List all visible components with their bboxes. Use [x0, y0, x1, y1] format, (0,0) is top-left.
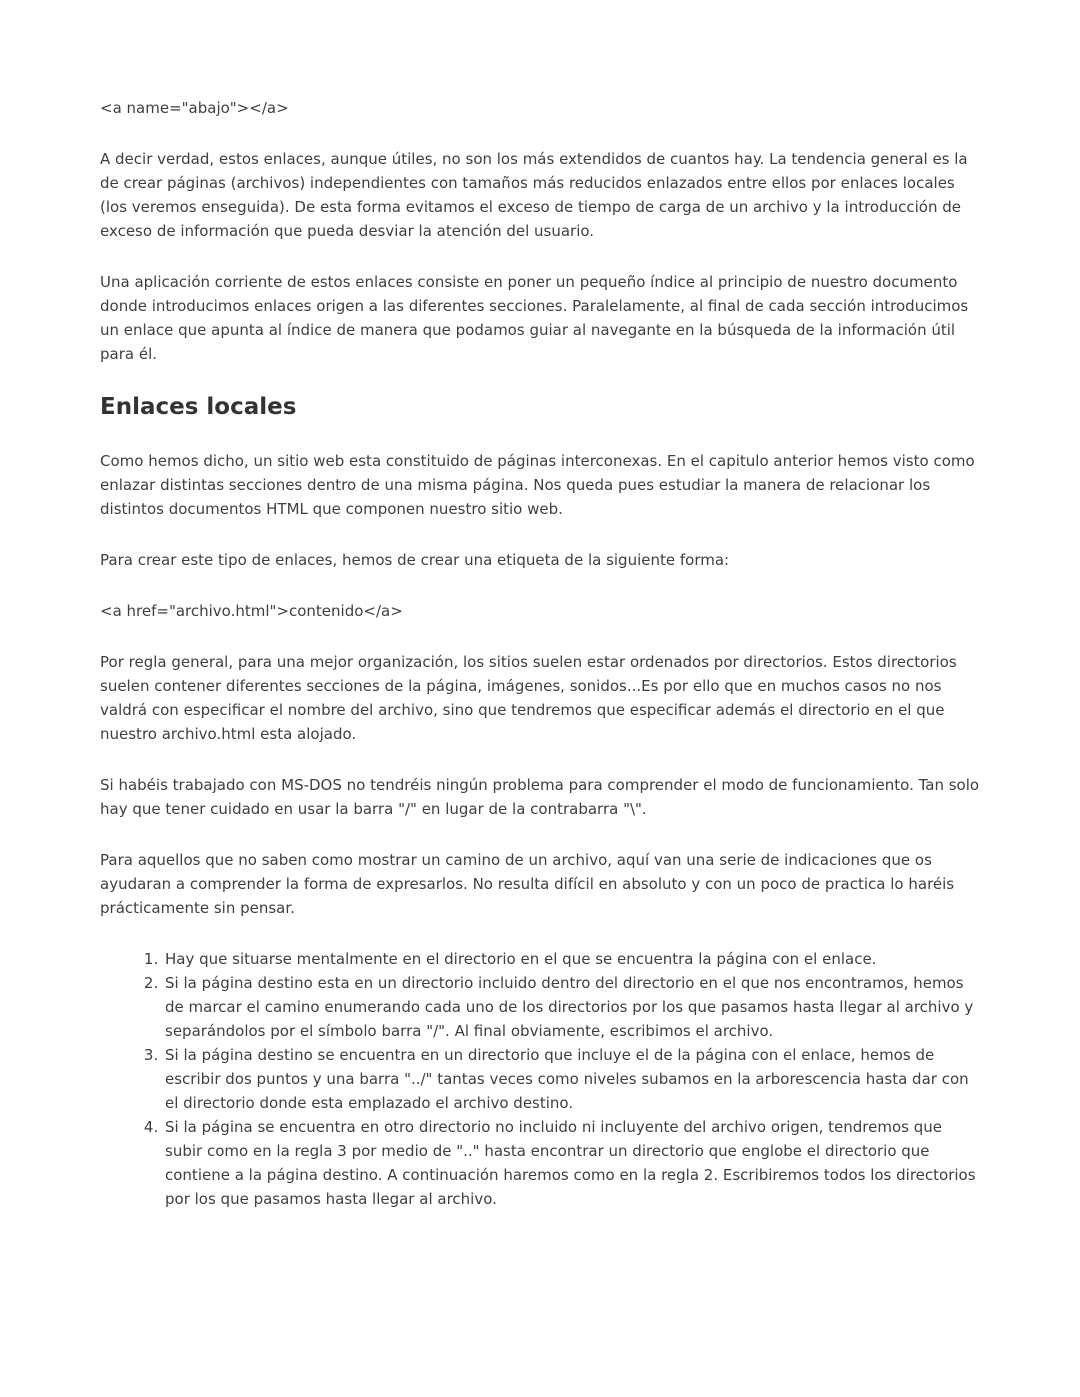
paragraph-path-intro: Para aquellos que no saben como mostrar un camino de un archivo, aquí van una serie de indicaciones que os ayudaran a comprender la forma de expresarlos. No resulta difícil en absoluto y con un poco de practica lo haréis prácticamente sin pensar. [100, 851, 955, 917]
path-rule-item-2: 2. Si la página destino esta en un directorio incluido dentro del directorio en el que nos encontramos, hemos de marcar el camino enumerando cada uno de los directorios por los que pasamos hasta llegar al archivo y separándolos por el símbolo barra "/". Al final obviamente, escribimos el archivo. [163, 971, 982, 1043]
code-href-example: <a href="archivo.html">contenido</a> [100, 602, 403, 620]
paragraph-links-usage: A decir verdad, estos enlaces, aunque útiles, no son los más extendidos de cuantos hay. La tendencia general es la de crear páginas (archivos) independientes con tamaños más reducidos enlazados entre ellos por enlaces locales (los veremos enseguida). De esta forma evitamos el exceso de tiempo de carga de un archivo y la introducción de exceso de información que pueda desviar la atención del usuario. [100, 150, 968, 240]
paragraph-links-application: Una aplicación corriente de estos enlaces consiste en poner un pequeño índice al principio de nuestro documento donde introducimos enlaces origen a las diferentes secciones. Paralelamente, al final de cada sección introducimos un enlace que apunta al índice de manera que podamos guiar al navegante en la búsqueda de la información útil para él. [100, 273, 969, 363]
paragraph-msdos: Si habéis trabajado con MS-DOS no tendréis ningún problema para comprender el modo de funcionamiento. Tan solo hay que tener cuidado en usar la barra "/" en lugar de la contrabarra "\". [100, 776, 980, 818]
paragraph-site-structure: Como hemos dicho, un sitio web esta constituido de páginas interconexas. En el capitulo anterior hemos visto como enlazar distintas secciones dentro de una misma página. Nos queda pues estudiar la manera de relacionar los distintos documentos HTML que componen nuestro sitio web. [100, 452, 975, 518]
code-anchor-target: <a name="abajo"></a> [100, 99, 289, 117]
paragraph-directories: Por regla general, para una mejor organización, los sitios suelen estar ordenados por directorios. Estos directorios suelen contener diferentes secciones de la página, imágenes, sonidos...Es por ello que en muchos casos no nos valdrá con especificar el nombre del archivo, sino que tendremos que especificar además el directorio en el que nuestro archivo.html esta alojado. [100, 653, 957, 743]
path-rule-item-3: 3. Si la página destino se encuentra en un directorio que incluye el de la página con el enlace, hemos de escribir dos puntos y una barra "../" tantas veces como niveles subamos en la arborescencia hasta dar con el directorio donde esta emplazado el archivo destino. [163, 1043, 982, 1115]
section-heading-enlaces-locales: Enlaces locales [100, 394, 297, 420]
path-rule-item-4: 4. Si la página se encuentra en otro directorio no incluido ni incluyente del archivo origen, tendremos que subir como en la regla 3 por medio de ".." hasta encontrar un directorio que englobe el directorio que contiene a la página destino. A continuación haremos como en la regla 2. Escribiremos todos los directorios por los que pasamos hasta llegar al archivo. [163, 1115, 982, 1211]
path-rule-item-1: 1. Hay que situarse mentalmente en el directorio en el que se encuentra la página con el enlace. [163, 947, 982, 971]
path-rules-list [100, 947, 982, 1211]
paragraph-create-tag: Para crear este tipo de enlaces, hemos de crear una etiqueta de la siguiente forma: [100, 551, 730, 569]
